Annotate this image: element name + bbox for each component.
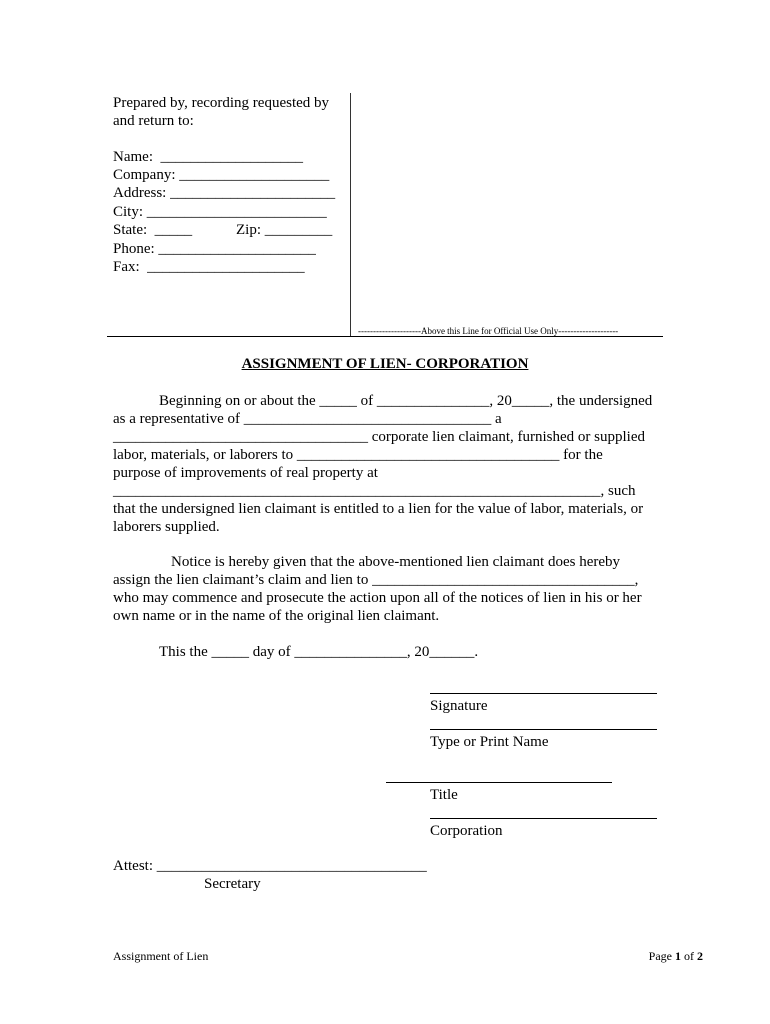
paragraph-2-line: Notice is hereby given that the above-mentioned lien claimant does hereby bbox=[171, 554, 621, 570]
paragraph-1-line: __________________________________ corporate lien claimant, furnished or supplied bbox=[113, 429, 645, 445]
signature-line bbox=[430, 693, 657, 694]
secretary-label: Secretary bbox=[204, 876, 261, 892]
paragraph-1-line: laborers supplied. bbox=[113, 519, 220, 535]
signature-label: Signature bbox=[430, 698, 488, 714]
title-label: Title bbox=[430, 787, 458, 803]
paragraph-2-line: who may commence and prosecute the action upon all of the notices of lien in his or her bbox=[113, 590, 642, 606]
recording-divider-horizontal bbox=[107, 336, 663, 337]
zip-field: Zip: _________ bbox=[236, 222, 333, 238]
corporation-label: Corporation bbox=[430, 823, 503, 839]
paragraph-1-line: Beginning on or about the _____ of _______________, 20_____, the undersigned bbox=[159, 393, 653, 409]
official-use-notice: ---------------------Above this Line for Official Use Only-------------------- bbox=[358, 326, 619, 336]
title-line bbox=[386, 782, 612, 783]
paragraph-1-line: as a representative of _________________________________ a bbox=[113, 411, 502, 427]
recording-divider-vertical bbox=[350, 93, 351, 337]
paragraph-1-line: labor, materials, or laborers to ___________________________________ for the bbox=[113, 447, 603, 463]
page-number bbox=[649, 949, 703, 963]
paragraph-1-line: _________________________________________________________________, such bbox=[113, 483, 636, 499]
company-field: Company: ____________________ bbox=[113, 167, 330, 183]
printed-name-label: Type or Print Name bbox=[430, 734, 549, 750]
printed-name-line bbox=[430, 729, 657, 730]
page-total: 2 bbox=[697, 949, 703, 963]
page-current: 1 bbox=[675, 949, 681, 963]
prepared-by-line2: and return to: bbox=[113, 113, 194, 129]
city-field: City: ________________________ bbox=[113, 204, 327, 220]
state-field: State: _____ bbox=[113, 222, 193, 238]
page-of: of bbox=[681, 949, 697, 963]
name-field: Name: ___________________ bbox=[113, 149, 303, 165]
address-field: Address: ______________________ bbox=[113, 185, 336, 201]
page-prefix: Page bbox=[648, 949, 675, 963]
document-title: ASSIGNMENT OF LIEN- CORPORATION bbox=[241, 356, 529, 372]
paragraph-2-line: assign the lien claimant’s claim and lien to ___________________________________, bbox=[113, 572, 639, 588]
phone-field: Phone: _____________________ bbox=[113, 241, 316, 257]
date-line: This the _____ day of _______________, 20______. bbox=[159, 644, 479, 660]
corporation-line bbox=[430, 818, 657, 819]
paragraph-2-line: own name or in the name of the original lien claimant. bbox=[113, 608, 440, 624]
attest-line: Attest: ____________________________________ bbox=[113, 858, 427, 874]
prepared-by-line1: Prepared by, recording requested by bbox=[113, 95, 330, 111]
paragraph-1-line: that the undersigned lien claimant is entitled to a lien for the value of labor, materials, or bbox=[113, 501, 644, 517]
paragraph-1-line: purpose of improvements of real property at bbox=[113, 465, 378, 481]
fax-field: Fax: _____________________ bbox=[113, 259, 305, 275]
footer-document-name: Assignment of Lien bbox=[113, 949, 209, 963]
